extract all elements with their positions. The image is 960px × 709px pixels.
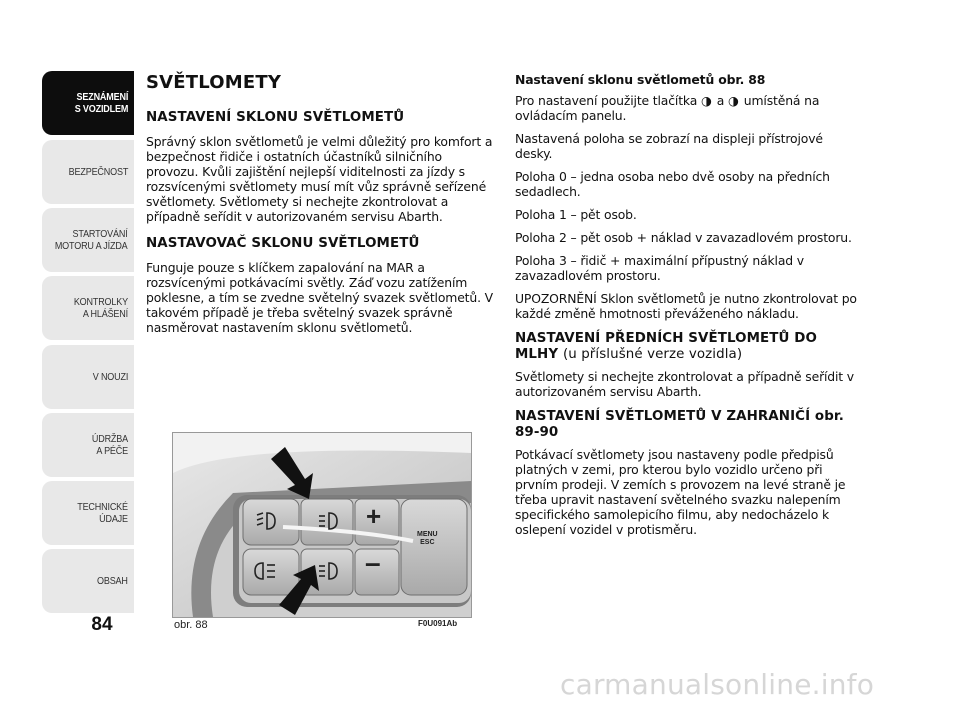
paragraph-position-0: Poloha 0 – jedna osoba nebo dvě osoby na předních sedadlech. xyxy=(515,169,830,199)
section-text-sklon: Správný sklon světlometů je velmi důležitý pro komfort a bezpečnost řidiče i ostatních účastníků silničního provozu. Kvůli zajištění nejlepší viditelnosti za jízdy s rozsvícenými světlomety musí mít vůz správně seřízené světlomety. Světlomety si nechejte zkontrolovat a případně seřídit v autorizovaném servisu Abarth. xyxy=(146,134,493,224)
minus-label: – xyxy=(365,547,381,578)
right-column xyxy=(515,72,860,545)
plus-label: + xyxy=(366,501,382,531)
figure-divider xyxy=(172,617,472,618)
left-column xyxy=(146,72,498,343)
tab-bezpecnost[interactable]: BEZPEČNOST xyxy=(42,140,134,204)
figure-code: F0U091Ab xyxy=(418,619,458,628)
section-text-nastavovac: Funguje pouze s klíčkem zapalování na MAR a rozsvícenými potkávacími světly. Záď vozu zatížením poklesne, a tím se zvedne světelný svazek světlometů. V takovém případě je třeba světelný svazek správně nasměrovat nastavením sklonu světlometů. xyxy=(146,260,493,335)
watermark: carmanualsonline.info xyxy=(560,668,875,701)
tab-kontrolky[interactable]: KONTROLKY A HLÁŠENÍ xyxy=(42,276,134,340)
page-number: 84 xyxy=(91,614,113,635)
section-heading-sklon: NASTAVENÍ SKLONU SVĚTLOMETŮ xyxy=(146,110,405,125)
paragraph-position-1: Poloha 1 – pět osob. xyxy=(515,207,637,222)
headlight-down-icon: ◑ xyxy=(728,93,739,108)
paragraph-buttons: Pro nastavení použijte tlačítka ◑ a ◑ umístěná na ovládacím panelu. xyxy=(515,93,820,123)
paragraph-position-2: Poloha 2 – pět osob + náklad v zavazadlovém prostoru. xyxy=(515,230,852,245)
heading-nastaveni-sklonu: Nastavení sklonu světlometů obr. 88 xyxy=(515,72,766,87)
paragraph-fog-service: Světlomety si nechejte zkontrolovat a případně seřídit v autorizovaném servisu Abarth. xyxy=(515,369,854,399)
figure-dashboard-buttons xyxy=(172,432,472,618)
paragraph-position-3: Poloha 3 – řidič + maximální přípustný náklad v zavazadlovém prostoru. xyxy=(515,253,804,283)
section-heading-nastavovac: NASTAVOVAČ SKLONU SVĚTLOMETŮ xyxy=(146,236,420,251)
menu-esc-label: MENU ESC xyxy=(417,531,438,546)
heading-abroad: NASTAVENÍ SVĚTLOMETŮ V ZAHRANIČÍ obr. 89-90 xyxy=(515,409,844,440)
tab-seznameni-s-vozidlem[interactable]: SEZNÁMENÍ S VOZIDLEM xyxy=(42,71,134,135)
tab-v-nouzi[interactable]: V NOUZI xyxy=(42,345,134,409)
headlight-up-icon: ◑ xyxy=(700,93,712,108)
page-title: SVĚTLOMETY xyxy=(146,72,282,93)
paragraph-abroad: Potkávací světlomety jsou nastaveny podle předpisů platných v zemi, pro kterou bylo vozidlo určeno při prvním prodeji. V zemích s provozem na levé straně je třeba upravit nastavení světelného svazku nalepením specifického samolepicího filmu, aby nedocházelo k oslepení vozidel v protisměru. xyxy=(515,447,846,537)
tab-obsah[interactable]: OBSAH xyxy=(42,549,134,613)
paragraph-warning: UPOZORNĚNÍ Sklon světlometů je nutno zkontrolovat po každé změně hmotnosti převáženého nákladu. xyxy=(515,291,857,321)
heading-fog-lights: NASTAVENÍ PŘEDNÍCH SVĚTLOMETŮ DO MLHY (u příslušné verze vozidla) xyxy=(515,331,817,362)
dashboard-illustration xyxy=(173,433,471,617)
figure-caption: obr. 88 xyxy=(174,619,208,631)
paragraph-display: Nastavená poloha se zobrazí na displeji přístrojové desky. xyxy=(515,131,823,161)
tab-udrzba[interactable]: ÚDRŽBA A PÉČE xyxy=(42,413,134,477)
tab-startovani[interactable]: STARTOVÁNÍ MOTORU A JÍZDA xyxy=(42,208,134,272)
tab-technicke-udaje[interactable]: TECHNICKÉ ÚDAJE xyxy=(42,481,134,545)
